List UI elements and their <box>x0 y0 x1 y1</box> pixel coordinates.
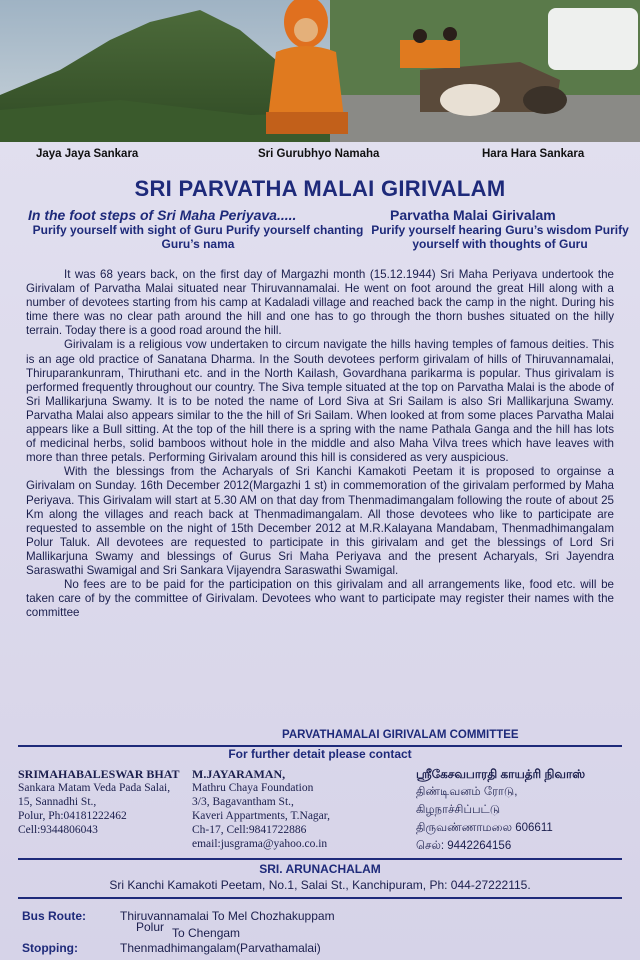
taglines-row <box>0 148 640 166</box>
right-subtext: Purify yourself hearing Guru’s wisdom Purify yourself with thoughts of Guru <box>371 223 629 251</box>
divider-mid <box>18 858 622 860</box>
arunachalam-heading: SRI. ARUNACHALAM <box>259 862 381 876</box>
contact-left-line: 15, Sannadhi St., <box>18 796 97 808</box>
contact-right-line: திருவண்ணாமலை 606611 <box>416 822 553 834</box>
tagline-left: Jaya Jaya Sankara <box>36 148 139 160</box>
contact-left-line: Sankara Matam Veda Pada Salai, <box>18 782 171 794</box>
contact-mid-line: Ch-17, Cell:9841722886 <box>192 824 307 836</box>
contact-mid-line: Kaveri Appartments, T.Nagar, <box>192 810 331 822</box>
paragraph-4: No fees are to be paid for the participation on this girivalam and all arrangements like, food etc. will be taken care of by the committee of Girivalam. Devotees who want to participate may register their names with the committee <box>26 578 614 620</box>
contact-mid-block <box>192 767 382 851</box>
committee-name: PARVATHAMALAI GIRIVALAM COMMITTEE <box>282 729 519 741</box>
stopping-label-text: Stopping: <box>22 941 78 955</box>
paragraph-2: Girivalam is a religious vow undertaken to circum navigate the hills having temples of famous deities. This is an age old practice of Sanatana Dharma. In the South devotees perform girivalam of hills of Thiruvannamalai, Thiruparankunram, Thiruthani etc. and in the North Kailash, Govardhana parikarma is popular. Thus girivalam is performed frequently throughout our country. The Siva temple situated at the top on Parvatha Malai is the abode of Sri Mallikarjuna Swamy. It is to be noted the name of Lord Siva at Sri Sailam is also Sri Mallikarjuna Swamy. Parvatha Malai also appears similar to the the hill of Sri Sailam. When looked at from some places Parvatha Malai appears like a Bull sitting. At the top of the hill there is a spring with the name Pathala Ganga and the hill has lots of medicinal herbs, solid bamboos without hole in the middle and also Maha Vilva trees which have leaves with more than three petals. Performing Girivalam around this hill is considered as very auspicious. <box>26 338 614 465</box>
contact-right-line: திண்டிவனம் ரோடு, <box>416 786 518 798</box>
contact-right-block <box>416 765 626 855</box>
paragraph-1: It was 68 years back, on the first day of Margazhi month (15.12.1944) Sri Maha Periyava undertook the Girivalam of Parvatha Malai situated near Thiruvannamalai. He went on foot around the great Hill along with a number of devotees starting from his camp at Kadaladi village and reached back the camp in the night. During his time there was no clear path around the hill and one has to go through the thorn bushes situated on the hilly terrain. Today there is a good road around the hill. <box>26 268 614 338</box>
arunachalam-address: Sri Kanchi Kamakoti Peetam, No.1, Salai St., Kanchipuram, Ph: 044-27222115. <box>109 878 531 892</box>
contact-mid-line: Mathru Chaya Foundation <box>192 782 314 794</box>
paragraph-3: With the blessings from the Acharyals of Sri Kanchi Kamakoti Peetam it is proposed to orgainse a Girivalam on Sunday. 16th December 2012(Margazhi 1 st) in commemoration of the girivalam performed by Maha Periyava. This Girivalam will start at 5.30 AM on that day from Thenmadimangalam following the route of about 25 Km along the villages and reach back at Thenmadimangalam. All those devotees who like to participate are requested to assemble on the night of 15th December 2012 at M.R.Kalayana Mandabam, Thenmadhimangalam Polur Taluk. All devotees are requested to participate in this girivalam and get the blessings of Lord Sri Mallikarjuna Swamy and blessings of Gurus Sri Maha Periyava and the present Acharyals, Sri Jayendra Saraswathi Swamigal and Sri Sankara Vijayendra Saraswathi Swamigal. <box>26 465 614 577</box>
bus-route-label-text: Bus Route: <box>22 909 86 923</box>
bus-route-line-2: To Chengam <box>172 926 241 940</box>
contact-mid-line: 3/3, Bagavantham St., <box>192 796 294 808</box>
van-shape <box>548 8 638 70</box>
stopping-value: Thenmadhimangalam(Parvathamalai) <box>120 941 321 955</box>
contact-email: email:jusgrama@yahoo.co.in <box>192 838 328 850</box>
divider-bottom <box>18 897 622 899</box>
contact-right-name: ஸ்ரீகேசவபாரதி காயத்ரி நிவாஸ் <box>416 767 586 781</box>
contact-left-line: Polur, Ph:04181222462 <box>18 810 127 822</box>
contact-heading: For further detait please contact <box>228 747 412 761</box>
contact-right-line: செல்: 9442264156 <box>416 840 512 852</box>
contact-left-line: Cell:9344806043 <box>18 824 98 836</box>
contact-mid-name: M.JAYARAMAN, <box>192 767 286 781</box>
bus-route-line-1: Thiruvannamalai To Mel Chozhakuppam <box>120 909 335 923</box>
hero-photo-banner <box>0 0 640 142</box>
bus-route-label <box>22 909 86 923</box>
left-subheading: In the foot steps of Sri Maha Periyava..... <box>28 207 297 223</box>
bus-route-polur: Polur <box>136 920 165 934</box>
article-body <box>26 268 614 620</box>
right-subheading: Parvatha Malai Girivalam <box>390 207 556 223</box>
left-subtext: Purify yourself with sight of Guru Purify yourself chanting Guru’s nama <box>32 223 364 251</box>
tagline-center: Sri Gurubhyo Namaha <box>258 148 380 160</box>
contact-right-line: கிழநாச்சிப்பட்டு <box>416 804 500 816</box>
hero-illustration <box>0 0 640 142</box>
tagline-right: Hara Hara Sankara <box>482 148 585 160</box>
stopping-label <box>22 941 78 955</box>
contact-left-block <box>18 767 188 837</box>
contact-left-name: SRIMAHABALESWAR BHAT <box>18 767 180 781</box>
page-title: SRI PARVATHA MALAI GIRIVALAM <box>134 176 506 201</box>
